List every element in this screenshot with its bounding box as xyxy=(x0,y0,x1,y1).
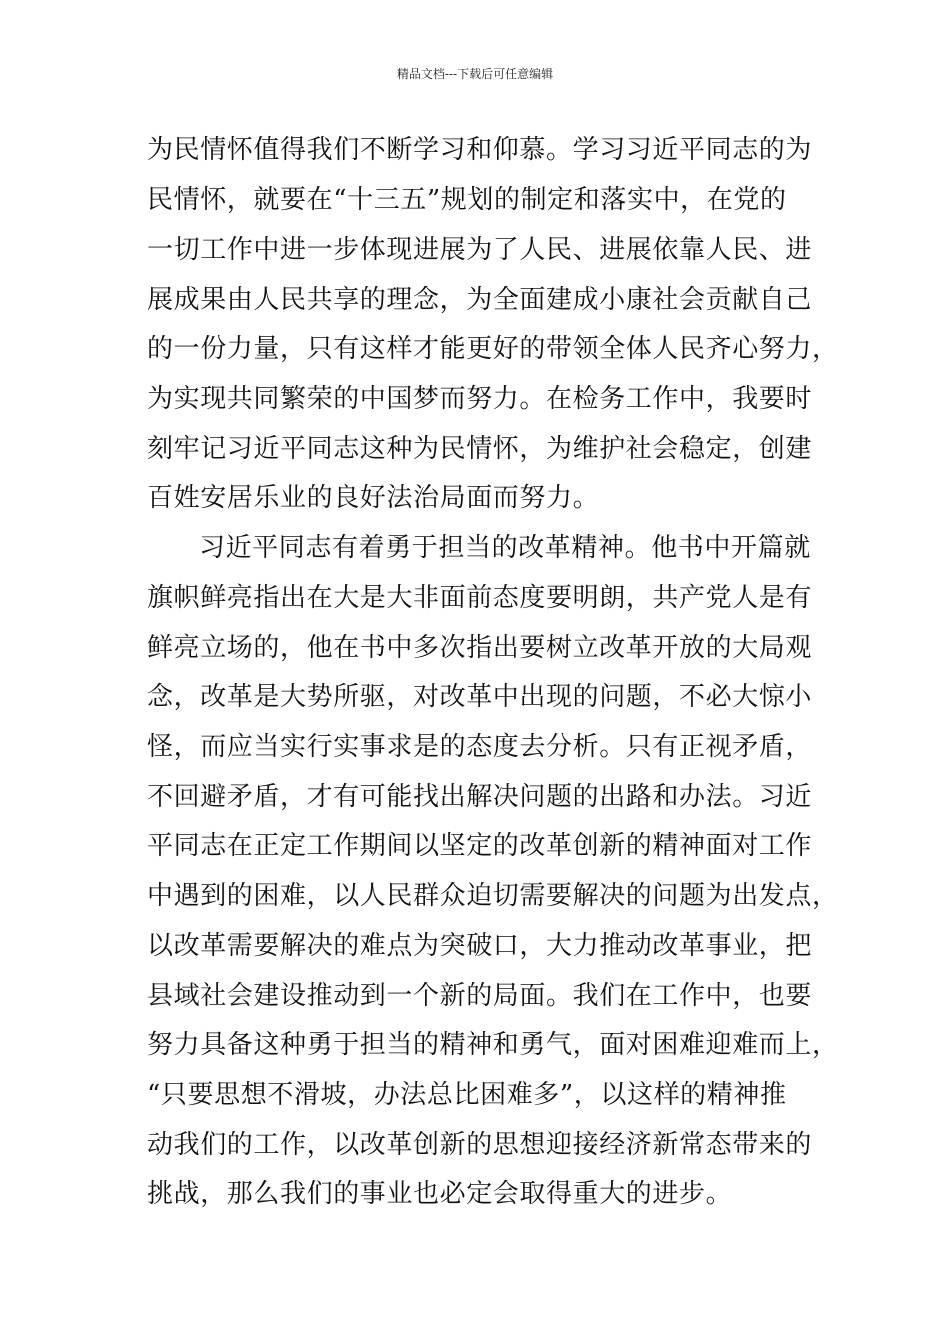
body-line: 中遇到的困难，以人民群众迫切需要解决的问题为出发点， xyxy=(147,881,839,911)
body-line: 旗帜鲜亮指出在大是大非面前态度要明朗，共产党人是有 xyxy=(147,583,813,613)
body-line: 民情怀，就要在“十三五”规划的制定和落实中，在党的 xyxy=(147,185,787,215)
body-line: 百姓安居乐业的良好法治局面而努力。 xyxy=(147,483,600,513)
body-line: 展成果由人民共享的理念，为全面建成小康社会贡献自己 xyxy=(147,285,813,315)
body-line: 一切工作中进一步体现进展为了人民、进展依靠人民、进 xyxy=(147,235,813,265)
body-line: 为民情怀值得我们不断学习和仰慕。学习习近平同志的为 xyxy=(147,135,813,165)
body-line: 努力具备这种勇于担当的精神和勇气，面对困难迎难而上， xyxy=(147,1030,839,1060)
body-line: 刻牢记习近平同志这种为民情怀，为维护社会稳定，创建 xyxy=(147,434,813,464)
body-line: 平同志在正定工作期间以坚定的改革创新的精神面对工作 xyxy=(147,831,813,861)
paragraph-first-line: 习近平同志有着勇于担当的改革精神。他书中开篇就 xyxy=(199,533,811,563)
page-header: 精品文档---下载后可任意编辑 xyxy=(396,67,554,81)
body-line: 动我们的工作，以改革创新的思想迎接经济新常态带来的 xyxy=(147,1130,813,1160)
body-line: 县域社会建设推动到一个新的局面。我们在工作中，也要 xyxy=(147,981,813,1011)
body-line: 鲜亮立场的，他在书中多次指出要树立改革开放的大局观 xyxy=(147,633,813,663)
body-line: 以改革需要解决的难点为突破口，大力推动改革事业，把 xyxy=(147,931,813,961)
body-line: 不回避矛盾，才有可能找出解决问题的出路和办法。习近 xyxy=(147,782,813,812)
body-line: 念，改革是大势所驱，对改革中出现的问题，不必大惊小 xyxy=(147,682,813,712)
body-line: 挑战，那么我们的事业也必定会取得重大的进步。 xyxy=(147,1179,733,1209)
body-line: 为实现共同繁荣的中国梦而努力。在检务工作中，我要时 xyxy=(147,384,813,414)
body-line: “只要思想不滑坡，办法总比困难多”，以这样的精神推 xyxy=(147,1080,787,1110)
body-line: 的一份力量，只有这样才能更好的带领全体人民齐心努力， xyxy=(147,334,839,364)
body-line: 怪，而应当实行实事求是的态度去分析。只有正视矛盾， xyxy=(147,732,813,762)
